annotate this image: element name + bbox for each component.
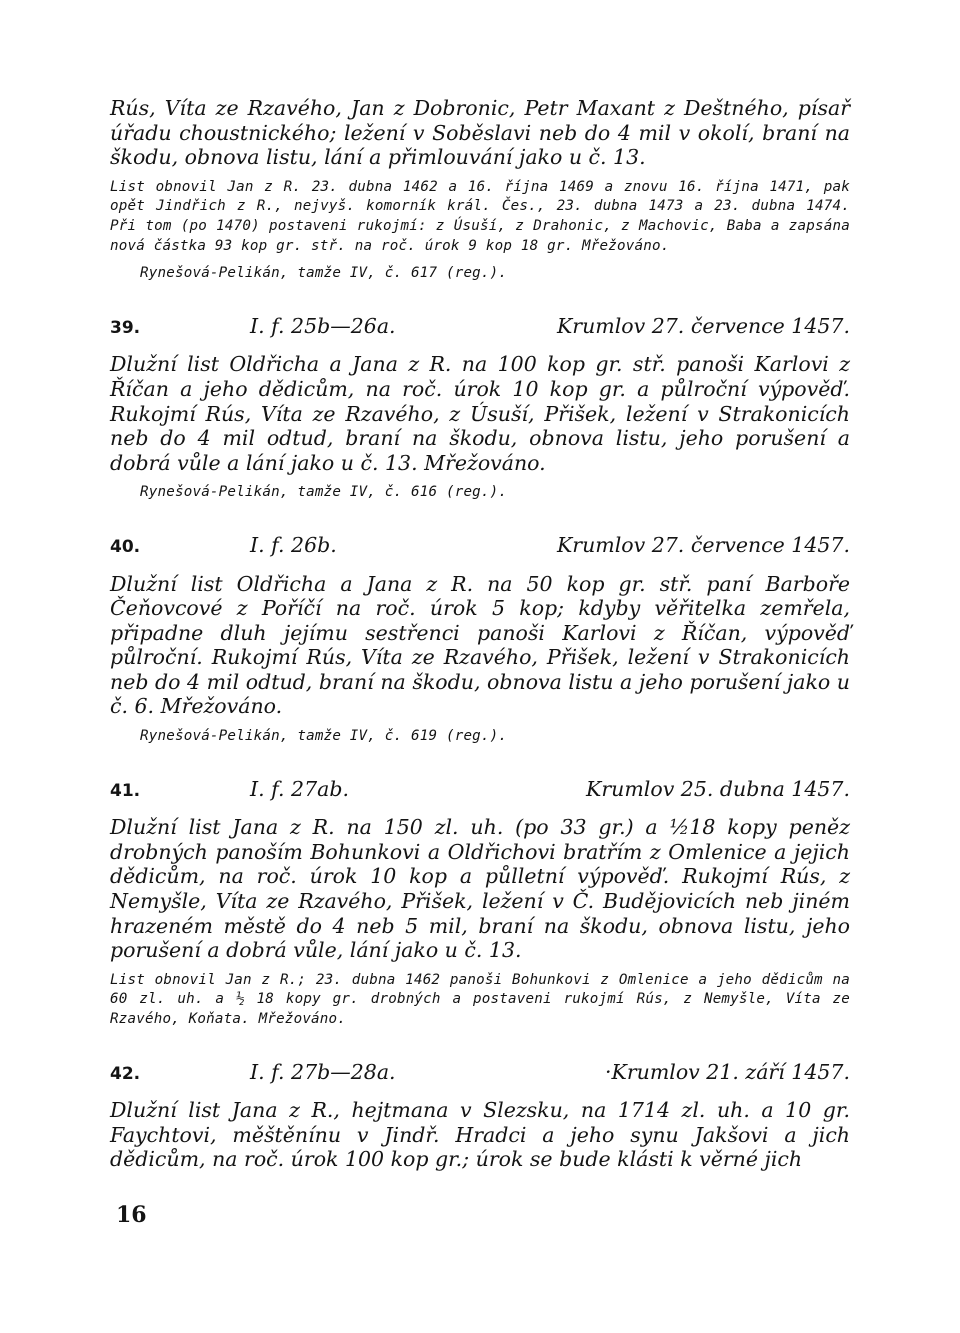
entry-text: Dlužní list Jana z R. na 150 zl. uh. (po 33 gr.) a ½18 kopy peněz drobných panoším Bohunkovi a Oldřichovi bratřím z Omlenice a jejich dědicům, na roč. úrok 10 kop a půlletní výpověď. Rukojmí Rús, z Nemyšle, Víta ze Rzavého, Přišek, ležení v Č. Budějovicích neb jiném hrazeném městě do 4 neb 5 mil, braní na škodu, obnova listu, jeho porušení a dobrá vůle, lání jako u č. 13.	[110, 815, 850, 963]
entry-source: I. f. 27ab.	[250, 776, 349, 801]
page-number: 16	[116, 1202, 147, 1228]
entry-text: Dlužní list Jana z R., hejtmana v Slezsku, na 1714 zl. uh. a 10 gr. Faychtovi, měštěnínu v Jindř. Hradci a jeho synu Jakšovi a jich dědicům, na roč. úrok 100 kop gr.; úrok se bude klásti k věrné jich	[110, 1098, 850, 1172]
entry-heading	[110, 533, 850, 560]
entry-place-date: ·Krumlov 21. září 1457.	[605, 1059, 850, 1084]
entry-number: 41.	[110, 780, 141, 801]
entry-40	[110, 533, 850, 747]
entry-source: I. f. 27b—28a.	[250, 1059, 396, 1084]
entry-place-date: Krumlov 27. července 1457.	[556, 532, 850, 557]
entry-number: 39.	[110, 317, 141, 338]
entry-heading	[110, 1060, 850, 1087]
entry-41	[110, 777, 850, 1030]
entry-source: I. f. 25b—26a.	[250, 313, 396, 338]
entry-text: Dlužní list Oldřicha a Jana z R. na 50 kop gr. stř. paní Barboře Čeňovcové z Poříčí na roč. úrok 5 kop; kdyby věřitelka zemřela, připadne dluh jejímu sestřenci panoši Karlovi z Říčan, výpověď půlroční. Rukojmí Rús, Víta ze Rzavého, Přišek, ležení v Strakonicích neb do 4 mil odtud, braní na škodu, obnova listu a jeho porušení jako u č. 6. Mřežováno.	[110, 571, 850, 719]
entry-42	[110, 1060, 850, 1172]
entry-reference: Rynešová-Pelikán, tamže IV, č. 619 (reg.).	[140, 728, 508, 745]
entry-place-date: Krumlov 27. července 1457.	[556, 313, 850, 338]
entry-number: 40.	[110, 536, 141, 557]
entry-reference: Rynešová-Pelikán, tamže IV, č. 616 (reg.).	[140, 484, 508, 501]
intro-paragraph: Rús, Víta ze Rzavého, Jan z Dobronic, Petr Maxant z Deštného, písař úřadu choustnického; ležení v Soběslavi neb do 4 mil v okolí, braní na škodu, obnova listu, lání a přimlouvání jako u č. 13.	[110, 96, 850, 170]
entry-39	[110, 314, 850, 503]
entry-number: 42.	[110, 1063, 141, 1084]
intro-note: List obnovil Jan z R. 23. dubna 1462 a 16. října 1469 a znovu 16. října 1471, pak opět Jindřich z R., nejvyš. komorník král. Čes., 23. dubna 1473 a 23. dubna 1474. Při tom (po 1470) postaveni rukojmí: z Úsuší, z Drahonic, z Machovic, Baba a zapsána nová částka 93 kop gr. stř. na roč. úrok 9 kop 18 gr. Mřežováno.	[110, 178, 850, 254]
page-content	[110, 96, 850, 1172]
entry-heading	[110, 314, 850, 341]
entry-note: List obnovil Jan z R.; 23. dubna 1462 panoši Bohunkovi z Omlenice a jeho dědicům na 60 zl. uh. a ½ 18 kopy gr. drobných a postaveni rukojmí Rús, z Nemyšle, Víta ze Rzavého, Koňata. Mřežováno.	[110, 971, 850, 1027]
entry-text: Dlužní list Oldřicha a Jana z R. na 100 kop gr. stř. panoši Karlovi z Říčan a jeho dědicům, na roč. úrok 10 kop gr. a půlroční výpověď. Rukojmí Rús, Víta ze Rzavého, z Úsuší, Přišek, ležení v Strakonicích neb do 4 mil odtud, braní na škodu, obnova listu, jeho porušení a dobrá vůle a lání jako u č. 13. Mřežováno.	[110, 352, 850, 475]
intro-reference: Rynešová-Pelikán, tamže IV, č. 617 (reg.).	[140, 265, 508, 282]
entry-place-date: Krumlov 25. dubna 1457.	[586, 776, 850, 801]
entry-heading	[110, 777, 850, 804]
entry-source: I. f. 26b.	[250, 532, 337, 557]
